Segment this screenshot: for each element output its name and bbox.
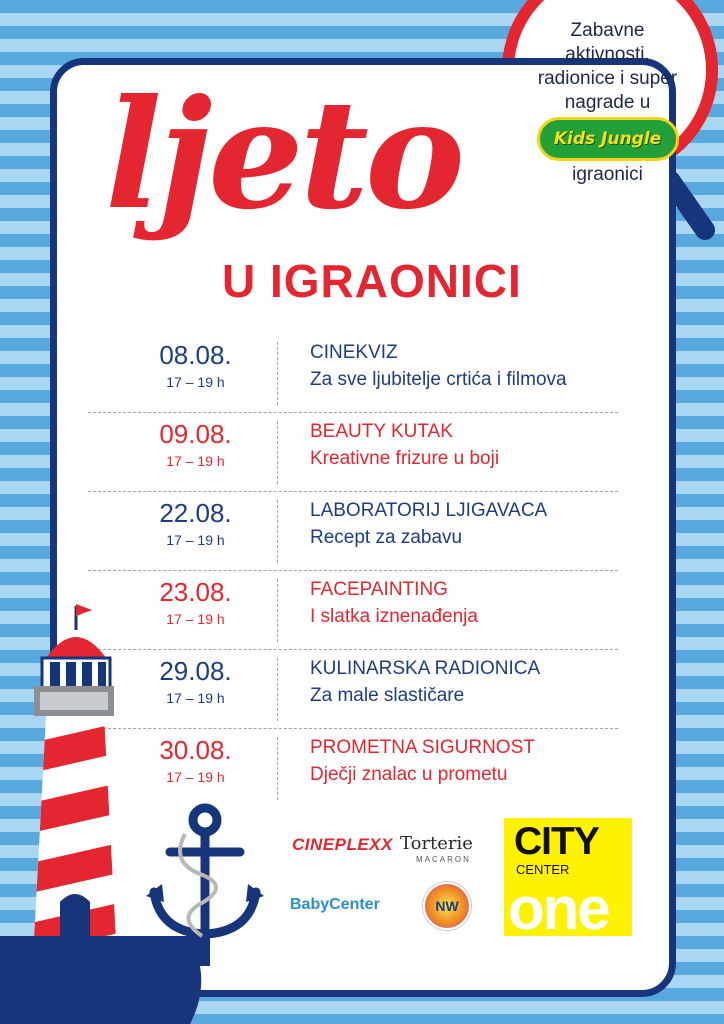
- event-title: FACEPAINTING: [310, 579, 448, 600]
- promo-line: igraonici: [572, 163, 643, 185]
- event-title: KULINARSKA RADIONICA: [310, 658, 541, 679]
- torterie-logo-subtitle: MACARON: [416, 855, 471, 864]
- event-date: 23.08.: [159, 577, 232, 607]
- city-logo-word: CITY: [514, 820, 599, 863]
- event-date: 08.08.: [159, 340, 232, 370]
- event-time: 17 – 19 h: [166, 690, 225, 706]
- schedule-row: [88, 492, 618, 571]
- title-main: ljeto: [105, 67, 462, 243]
- event-description: Za male slastičare: [310, 685, 465, 706]
- event-date: 22.08.: [159, 498, 232, 528]
- one-logo-word: one: [508, 875, 609, 936]
- kids-jungle-logo: Kids Jungle: [537, 117, 679, 161]
- schedule-row: [88, 334, 618, 413]
- event-title: LABORATORIJ LJIGAVACA: [310, 500, 548, 521]
- event-time: 17 – 19 h: [166, 453, 225, 469]
- event-time: 17 – 19 h: [166, 374, 225, 390]
- event-description: Recept za zabavu: [310, 527, 463, 548]
- event-time: 17 – 19 h: [166, 769, 225, 785]
- center-logo-word: CENTER: [516, 862, 570, 877]
- promo-line: Zabavne: [570, 19, 645, 41]
- event-title: PROMETNA SIGURNOST: [310, 737, 535, 758]
- promo-line: nagrade u: [564, 91, 651, 113]
- event-description: Dječji znalac u prometu: [310, 764, 508, 785]
- event-title: CINEKVIZ: [310, 342, 398, 363]
- event-time: 17 – 19 h: [166, 611, 225, 627]
- event-date: 09.08.: [159, 419, 232, 449]
- city-center-one-logo: [504, 818, 632, 936]
- event-date: 29.08.: [159, 656, 232, 686]
- babycenter-logo: BabyCenter: [290, 896, 380, 913]
- nw-logo: NW: [423, 882, 471, 930]
- torterie-logo: Torterie: [400, 833, 473, 854]
- event-title: BEAUTY KUTAK: [310, 421, 453, 442]
- event-date: 30.08.: [159, 735, 232, 765]
- schedule-row: [88, 413, 618, 492]
- event-description: I slatka iznenađenja: [310, 606, 478, 627]
- cineplexx-logo: CINEPLEXX: [292, 835, 393, 854]
- promo-line: aktivnosti,: [565, 43, 650, 65]
- event-description: Kreativne frizure u boji: [310, 448, 500, 469]
- promo-circle: [505, 0, 710, 205]
- anchor-icon: [140, 800, 270, 950]
- promo-line: radionice i super: [537, 67, 678, 89]
- event-description: Za sve ljubitelje crtića i filmova: [310, 369, 567, 390]
- event-time: 17 – 19 h: [166, 532, 225, 548]
- title-sub: U IGRAONICI: [222, 255, 522, 307]
